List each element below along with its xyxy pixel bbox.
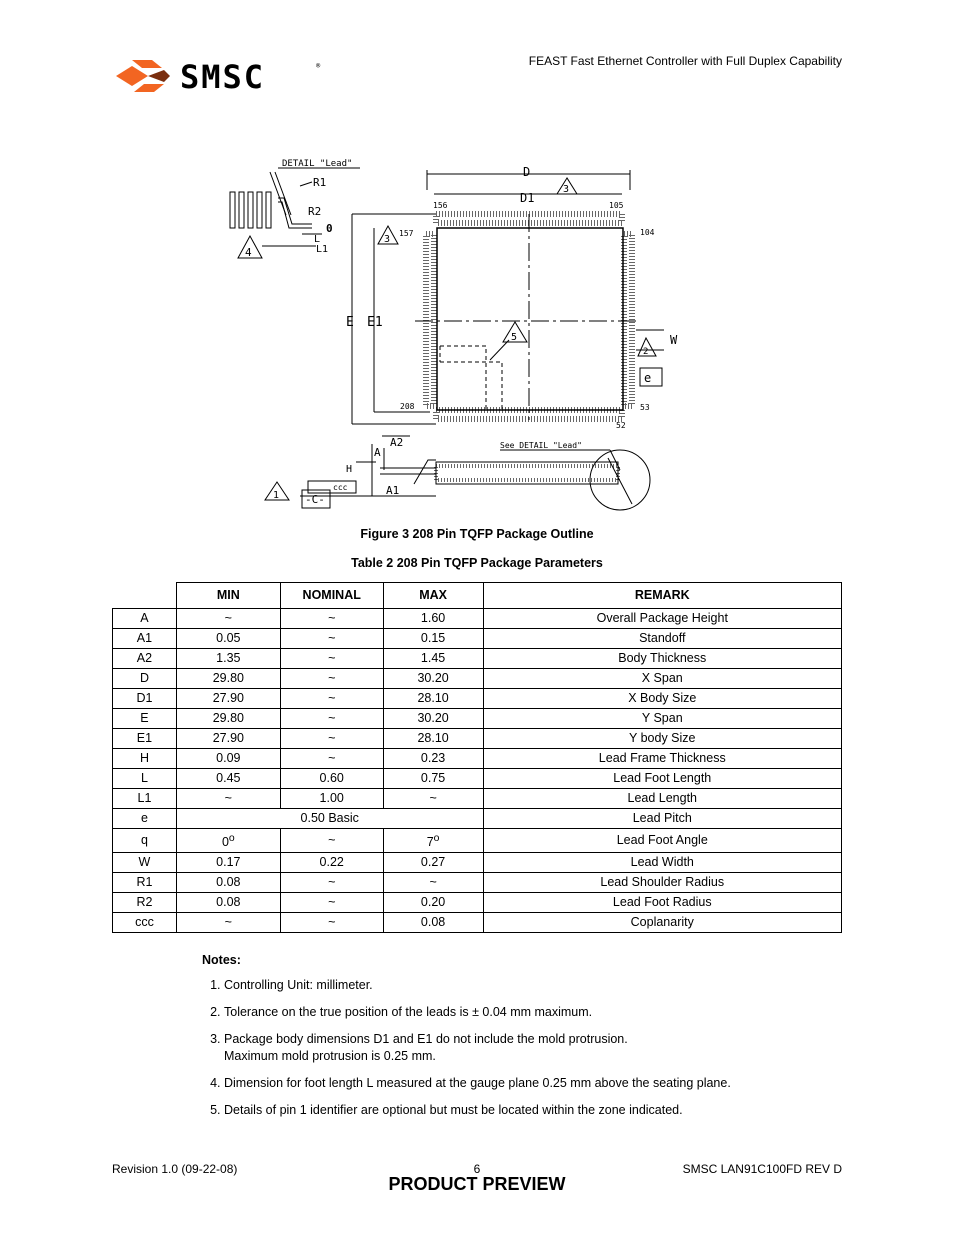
cell-symbol: D1 [113,689,177,709]
cell-symbol: E1 [113,729,177,749]
svg-text:3: 3 [563,184,570,195]
cell-nominal: ~ [280,709,383,729]
header-title: FEAST Fast Ethernet Controller with Full Duplex Capability [528,54,842,68]
table-row [113,789,842,809]
svg-text:L: L [314,234,321,245]
smsc-logo-mark [116,60,170,92]
cell-max: 0.08 [383,913,483,933]
cell-nominal: ~ [280,609,383,629]
cell-remark: Lead Pitch [483,809,841,829]
svg-text:R1: R1 [313,176,327,189]
cell-max: 30.20 [383,669,483,689]
table-row [113,629,842,649]
cell-remark: Coplanarity [483,913,841,933]
detail-lead-view [230,159,360,259]
cell-max: 0.15 [383,629,483,649]
cell-remark: Lead Width [483,853,841,873]
svg-text:A: A [374,446,381,459]
cell-max: 0.75 [383,769,483,789]
cell-remark: Overall Package Height [483,609,841,629]
cell-nominal: 0.22 [280,853,383,873]
header-symbol [113,583,177,609]
cell-remark: Lead Foot Length [483,769,841,789]
cell-nominal: ~ [280,893,383,913]
table-row [113,709,842,729]
cell-min: 0.05 [176,629,280,649]
svg-text:L1: L1 [316,244,329,255]
svg-text:E1: E1 [367,315,383,330]
cell-symbol: W [113,853,177,873]
header-min: MIN [176,583,280,609]
cell-remark: X Span [483,669,841,689]
table-caption: Table 2 208 Pin TQFP Package Parameters [351,556,603,570]
package-outline-drawing [245,150,700,515]
top-view [346,165,678,430]
table-row [113,689,842,709]
svg-text:W: W [670,333,678,347]
svg-text:E: E [346,315,354,330]
table-row [113,893,842,913]
cell-remark: X Body Size [483,689,841,709]
cell-remark: Standoff [483,629,841,649]
footer-doc-id: SMSC LAN91C100FD REV D [682,1162,842,1176]
svg-text:52: 52 [616,421,626,430]
header-max: MAX [383,583,483,609]
svg-text:104: 104 [640,228,655,237]
cell-min: 0.17 [176,853,280,873]
svg-text:3: 3 [384,234,391,245]
cell-nominal: 1.00 [280,789,383,809]
svg-text:2: 2 [643,347,649,357]
table-row [113,749,842,769]
cell-symbol: A2 [113,649,177,669]
note-item: 1. Controlling Unit: millimeter. [224,977,842,994]
cell-symbol: ccc [113,913,177,933]
cell-remark: Lead Foot Angle [483,829,841,853]
svg-text:208: 208 [400,402,415,411]
cell-nominal: ~ [280,873,383,893]
cell-max: 28.10 [383,729,483,749]
footer-page-number: 6 [473,1162,481,1176]
cell-symbol: R2 [113,893,177,913]
cell-min: ~ [176,913,280,933]
cell-symbol: q [113,829,177,853]
cell-remark: Lead Frame Thickness [483,749,841,769]
cell-nominal: ~ [280,729,383,749]
cell-remark: Lead Shoulder Radius [483,873,841,893]
table-row [113,669,842,689]
table-row [113,829,842,853]
cell-max: 1.60 [383,609,483,629]
cell-nominal: ~ [280,629,383,649]
cell-min: 29.80 [176,709,280,729]
cell-remark: Y Span [483,709,841,729]
svg-text:5: 5 [511,332,518,343]
svg-text:-C-: -C- [305,493,325,506]
cell-remark: Lead Foot Radius [483,893,841,913]
table-header-row [113,583,842,609]
svg-text:®: ® [316,62,321,70]
footer-product-preview: PRODUCT PREVIEW [388,1174,566,1194]
svg-text:D: D [523,165,531,179]
cell-nominal: ~ [280,649,383,669]
cell-min: 29.80 [176,669,280,689]
cell-symbol: R1 [113,873,177,893]
table-row [113,853,842,873]
table-row [113,809,842,829]
cell-nominal: ~ [280,689,383,709]
svg-text:53: 53 [640,403,650,412]
svg-text:D1: D1 [520,191,535,205]
table-row [113,913,842,933]
cell-max: ~ [383,873,483,893]
cell-symbol: L1 [113,789,177,809]
table-row [113,609,842,629]
figure-caption: Figure 3 208 Pin TQFP Package Outline [360,527,594,541]
svg-text:e: e [644,371,652,385]
header-remark: REMARK [483,583,841,609]
cell-symbol: A [113,609,177,629]
svg-text:H: H [346,464,353,475]
svg-text:ccc: ccc [333,483,348,492]
cell-min: ~ [176,789,280,809]
notes-list [202,977,842,1119]
cell-max: 0.23 [383,749,483,769]
cell-max: 28.10 [383,689,483,709]
cell-remark: Lead Length [483,789,841,809]
note-item: 3. Package body dimensions D1 and E1 do not include the mold protrusion. Maximum mold protrusion is 0.25 mm. [224,1031,842,1065]
svg-text:157: 157 [399,229,414,238]
cell-remark: Y body Size [483,729,841,749]
cell-max: 0.20 [383,893,483,913]
cell-min: ~ [176,609,280,629]
header-nominal: NOMINAL [280,583,383,609]
table-row [113,769,842,789]
cell-min: 0.08 [176,893,280,913]
svg-text:A1: A1 [386,484,400,497]
cell-nominal: 0.60 [280,769,383,789]
cell-min: 0.09 [176,749,280,769]
side-view [265,436,650,510]
cell-symbol: D [113,669,177,689]
cell-nominal: ~ [280,749,383,769]
cell-remark: Body Thickness [483,649,841,669]
cell-max: ~ [383,789,483,809]
smsc-logo-text: SMSC [180,58,266,96]
cell-nominal: ~ [280,829,383,853]
package-parameters-table [112,582,842,933]
cell-nominal: ~ [280,913,383,933]
cell-symbol: A1 [113,629,177,649]
cell-max: 7$^o$ [383,829,483,853]
note-item: 4. Dimension for foot length L measured at the gauge plane 0.25 mm above the seating plane. [224,1075,842,1092]
svg-text:A2: A2 [390,436,404,449]
table-row [113,649,842,669]
svg-text:0: 0 [326,222,333,235]
svg-text:105: 105 [609,201,624,210]
table-row [113,729,842,749]
svg-text:4: 4 [245,246,252,259]
cell-max: 1.45 [383,649,483,669]
svg-text:R2: R2 [308,205,322,218]
cell-min: 1.35 [176,649,280,669]
cell-symbol: E [113,709,177,729]
svg-text:1: 1 [273,490,280,501]
notes-heading: Notes: [202,953,241,967]
cell-symbol: e [113,809,177,829]
cell-symbol: H [113,749,177,769]
note-item: 5. Details of pin 1 identifier are optional but must be located within the zone indicated. [224,1102,842,1119]
table-row [113,873,842,893]
cell-min: 27.90 [176,729,280,749]
cell-merged-value: 0.50 Basic [176,809,483,829]
note-item: 2. Tolerance on the true position of the leads is ± 0.04 mm maximum. [224,1004,842,1021]
cell-min: 0.45 [176,769,280,789]
svg-text:DETAIL "Lead": DETAIL "Lead" [282,159,353,169]
cell-min: 0$^o$ [176,829,280,853]
svg-text:156: 156 [433,201,448,210]
svg-text:See DETAIL "Lead": See DETAIL "Lead" [500,441,582,450]
smsc-logo [112,56,327,96]
footer-revision: Revision 1.0 (09-22-08) [112,1162,238,1176]
cell-max: 0.27 [383,853,483,873]
cell-min: 0.08 [176,873,280,893]
cell-symbol: L [113,769,177,789]
cell-min: 27.90 [176,689,280,709]
cell-nominal: ~ [280,669,383,689]
notes-section [202,953,842,1129]
cell-max: 30.20 [383,709,483,729]
